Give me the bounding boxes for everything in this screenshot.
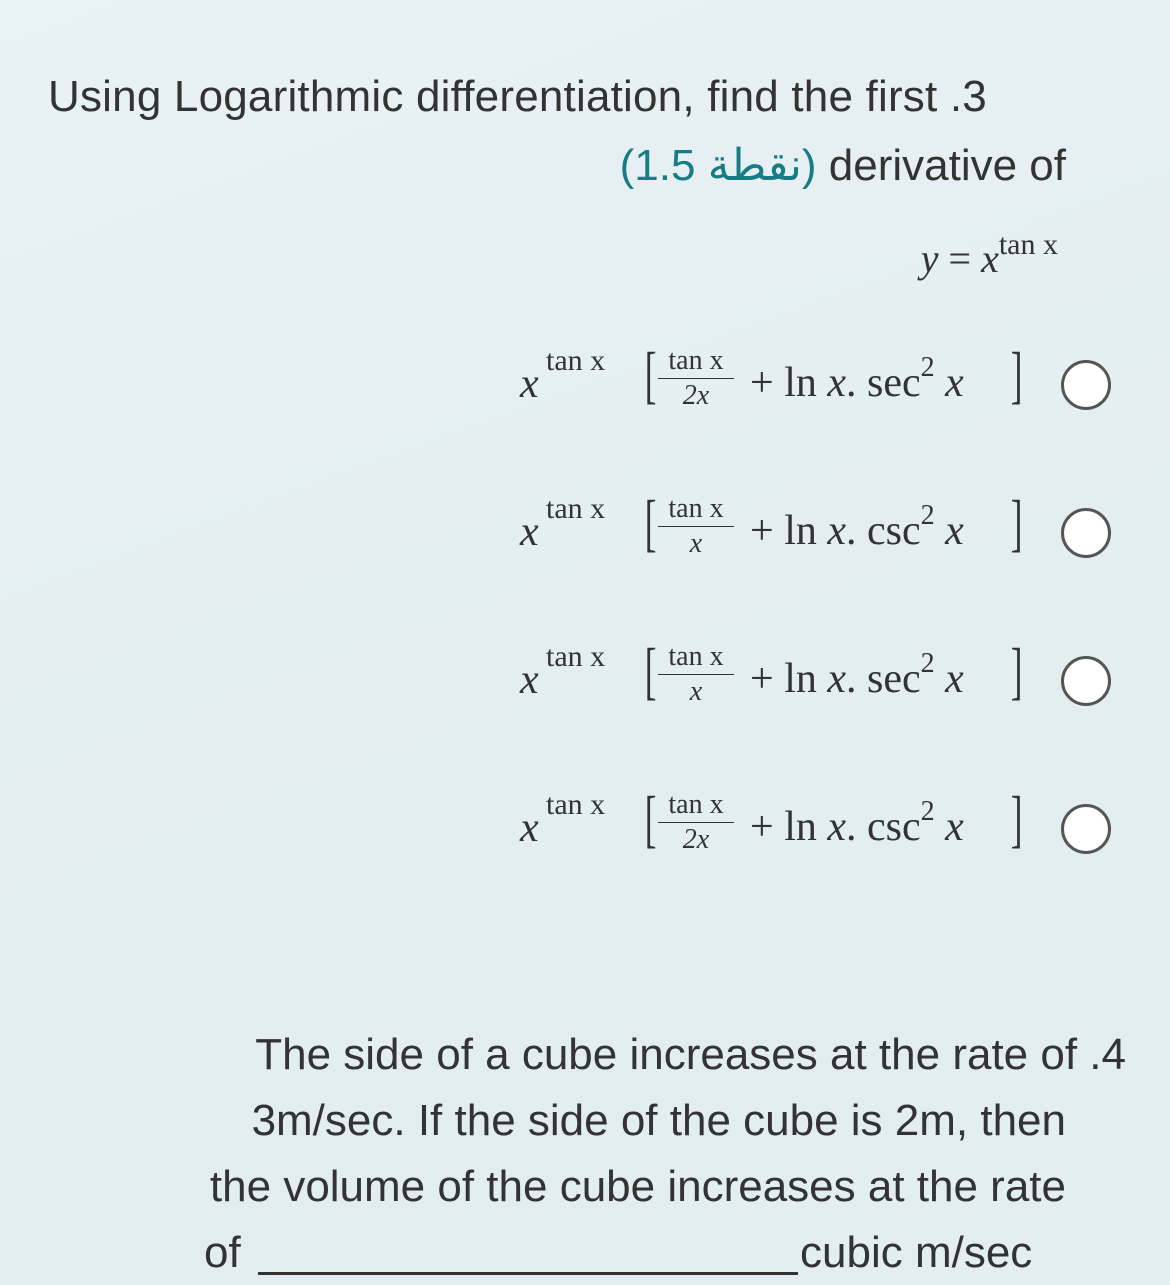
question-4-of-label: of [204,1228,241,1277]
option-3-base: x [520,657,539,703]
option-1-plus: + [750,360,774,406]
question-4-text-line-2: 3m/sec. If the side of the cube is 2m, then [251,1096,1066,1145]
option-3-left-bracket: [ [644,635,657,706]
option-4-denominator: 2x [682,824,710,855]
option-1-remainder [750,352,964,407]
option-3-radio-button[interactable] [1061,656,1111,706]
option-4-numerator: tan x [668,789,724,820]
option-3-plus: + [750,656,774,702]
option-1-power: 2 [920,352,935,383]
equation-lhs: y [920,236,939,281]
question-4-unit: cubic m/sec [800,1228,1033,1277]
question-3-number: .3 [949,72,987,121]
question-3-text-rest: derivative of [828,141,1066,190]
option-3-right-bracket: ] [1010,635,1023,706]
option-3-ln: ln [784,656,817,702]
option-1-trig-var: x [945,360,964,406]
option-1-numerator: tan x [668,345,724,376]
option-2-remainder [750,500,964,555]
option-1-exponent: tan x [546,344,606,377]
option-3-trig: sec [867,656,921,702]
option-4-dot: . [846,804,857,850]
option-1-var: x [827,360,847,406]
question-4-answer-blank[interactable] [258,1272,798,1275]
equation-exponent: tan x [998,228,1058,261]
option-2-fraction [656,492,736,561]
option-3-numerator: tan x [668,641,724,672]
option-3-trig-var: x [945,656,964,702]
option-1-base: x [520,361,539,407]
question-4-text-line-3: the volume of the cube increases at the rate [209,1162,1066,1211]
option-1-trig: sec [867,360,921,406]
option-4-base: x [520,805,539,851]
question-4-number: .4 [1089,1030,1126,1079]
option-2-numerator: tan x [668,493,724,524]
question-3-prompt-line-1 [48,72,987,122]
option-4-fraction [656,788,736,857]
option-3-fraction [656,640,736,709]
question-3-equation [921,228,1058,282]
option-2-dot: . [846,508,857,554]
option-4-plus: + [750,804,774,850]
option-2-denominator: x [689,528,703,559]
option-2-right-bracket: ] [1010,487,1023,558]
option-2-radio-button[interactable] [1061,508,1111,558]
answer-option-2[interactable] [0,478,1170,578]
option-1-fraction [656,344,736,413]
option-4-remainder [750,796,964,851]
option-2-plus: + [750,508,774,554]
option-1-denominator: 2x [682,380,710,411]
option-4-ln: ln [784,804,817,850]
option-1-right-bracket: ] [1010,339,1023,410]
option-2-trig-var: x [945,508,964,554]
option-4-var: x [827,804,847,850]
option-2-expression [520,478,1040,578]
option-1-expression [520,330,1040,430]
option-1-left-bracket: [ [644,339,657,410]
answer-option-1[interactable] [0,330,1170,430]
option-2-exponent: tan x [546,492,606,525]
option-3-exponent: tan x [546,640,606,673]
option-1-radio-button[interactable] [1061,360,1111,410]
equation-base: x [981,236,999,281]
question-3-text: Using Logarithmic differentiation, find the first [48,72,938,121]
option-4-power: 2 [920,796,935,827]
option-1-dot: . [846,360,857,406]
answer-option-4[interactable] [0,774,1170,874]
option-4-trig-var: x [945,804,964,850]
option-4-trig: csc [867,804,921,850]
option-3-expression [520,626,1040,726]
option-4-left-bracket: [ [644,783,657,854]
option-2-ln: ln [784,508,817,554]
equation-equals: = [948,236,972,281]
option-4-expression [520,774,1040,874]
option-3-denominator: x [689,676,703,707]
option-3-power: 2 [920,648,935,679]
question-4-prompt-line-1 [255,1030,1126,1080]
question-4-text-line-1: The side of a cube increases at the rate of [255,1030,1078,1079]
option-4-radio-button[interactable] [1061,804,1111,854]
option-3-remainder [750,648,964,703]
option-3-var: x [827,656,847,702]
option-2-var: x [827,508,847,554]
option-2-left-bracket: [ [644,487,657,558]
option-4-exponent: tan x [546,788,606,821]
option-2-base: x [520,509,539,555]
option-4-right-bracket: ] [1010,783,1023,854]
question-3-prompt-line-2 [620,140,1066,191]
option-1-ln: ln [784,360,817,406]
answer-option-3[interactable] [0,626,1170,726]
option-2-trig: csc [867,508,921,554]
option-3-dot: . [846,656,857,702]
option-2-power: 2 [920,500,935,531]
question-3-points: (1.5 نقطة) [619,141,817,190]
